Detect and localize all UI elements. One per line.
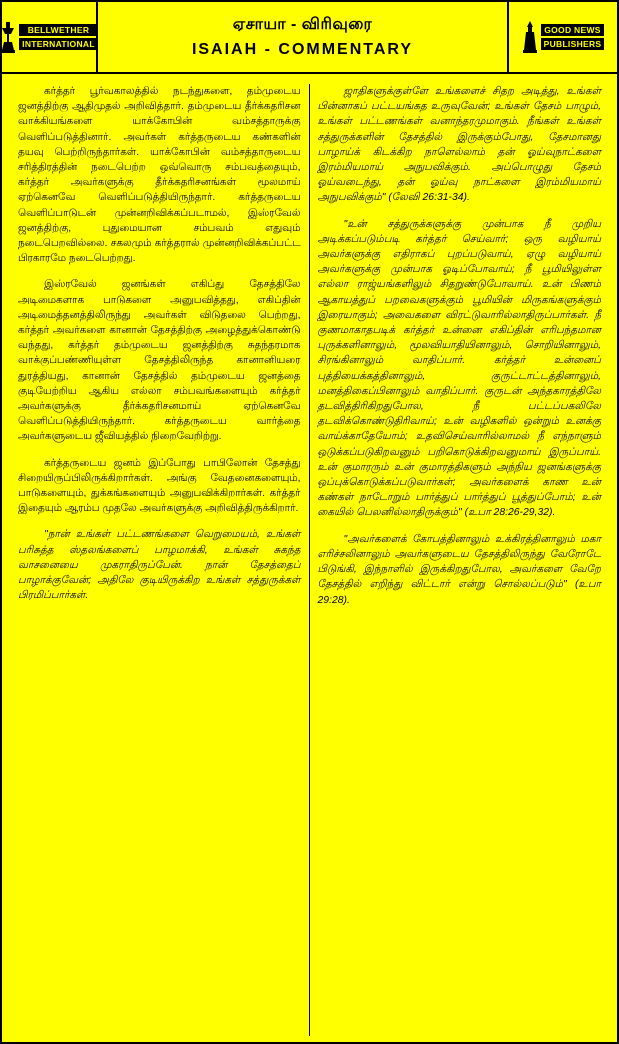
paragraph: கர்த்தருடைய ஜனம் இப்போது பாபிலோன் தேசத்து சிறையிருப்பிலிருக்கிறார்கள். அங்கு வேதனைகளையும், பாடுகளையும், துக்கங்களையும் அனுபவிக்கிறார்கள். கர்த்தர் இதையும் ஆரம்ப முதலே அவர்களுக்கு அறிவித்திருக்கிறார். <box>18 457 301 515</box>
left-column <box>10 84 310 1036</box>
page-body <box>2 74 617 1042</box>
header-titles <box>98 2 507 72</box>
good-news-publishers-logo <box>507 2 617 72</box>
scripture-quote: "அவர்களைக் கோபத்தினாலும் உக்கிரத்தினாலும் மகா எரிச்சலினாலும் அவர்களுடைய தேசத்திலிருந்து வேரோடே பிடுங்கி, இந்நாளில் இருக்கிறதுபோல, அவர்களை வேறே தேசத்தில் எறிந்து விட்டார் என்று சொல்லப்படும்" (உபா 29:28). <box>317 533 601 606</box>
page-header <box>2 2 617 74</box>
page-title-english: ISAIAH - COMMENTARY <box>191 41 414 58</box>
scripture-quote: "உன் சத்துருக்களுக்கு முன்பாக நீ முறிய அடிக்கப்படும்படி கர்த்தர் செய்வார்; ஒரு வழியாய் அவர்களுக்கு எதிராகப் புறப்படுவாய், ஏழு வழியாய் அவர்களுக்கு முன்பாக ஓடிப்போவாய்; நீ பூமியிலுள்ள எல்லா ராஜ்யங்களிலும் சிதறுண்டுபோவாய். உன் பிணம் ஆகாயத்துப் பறவைகளுக்கும் பூமியின் மிருகங்களுக்கும் இரையாகும்; அவைகளை விரட்டுவாரில்லாதிருப்பார்கள். நீ குணமாகாதபடிக் கர்த்தர் உன்னை எகிப்தின் எரிபந்தமான புருக்களினாலும், மூலவியாதியினாலும், சொறியினாலும், சிரங்கினாலும் வாதிப்பார். கர்த்தர் உன்னைப் புத்தியைக்கத்தினாலும், குருட்டாட்டத்தினாலும், மனத்திகைப்பினாலும் வாதிப்பார். குருடன் அந்தகாரத்திலே தடவித்திரிகிறதுபோல, நீ பட்டப்பகலிலே தடவிக்கொண்டுதிரிவாய்; உன் வழிகளில் ஒன்றும் உனக்கு வாய்க்காதேயோம்; உதவிசெய்வாரில்லாமல் நீ எந்நாளும் ஒடுக்கப்படுகிறவனும் பறிகொடுக்கிறவனுமாய் இருப்பாய். உன் குமாரரும் உன் குமாரத்திகளும் அந்நிய ஜனங்களுக்கு ஒப்புக்கொடுக்கப்படுவார்கள்; அவர்களைக் காண உன் கண்கள் நாடோறும் பார்த்துப் பார்த்துப் பூத்துப்போம்; உன் கையில் பெலனில்லாதிருக்கும்" (உபா 28:26-29,32). <box>317 218 601 519</box>
bellwether-logo-line1: BELLWETHER <box>19 24 98 36</box>
scripture-quote: "நான் உங்கள் பட்டணங்களை வெறுமையம், உங்கள் பரிசுத்த ஸ்தலங்களைப் பாழமாக்கி, உங்கள் சுகந்த வாசனையை முகராதிருப்பேன். நான் தேசத்தைப் பாழாக்குவேன்; அதிலே குடியிருக்கிற உங்கள் சத்துருக்கள் பிரமிப்பார்கள். <box>18 529 301 602</box>
right-column <box>310 84 610 1036</box>
torch-icon <box>522 20 538 54</box>
good-news-logo-line1: GOOD NEWS <box>541 24 605 36</box>
paragraph: கர்த்தர் பூர்வகாலத்தில் நடந்துகளை, தம்முடைய ஜனத்திற்கு ஆதிமுதல் அறிவித்தார். தம்முடைய தீர்க்கதரிசன வாக்கியங்களை யாக்கோபின் வம்சத்தாருக்கு வெளிப்படுத்தினார். அவர்கள் கர்த்தருடைய கண்களின் தயவு பெற்றிருந்தார்கள். யாக்கோபின் வம்சத்தாருடைய சரித்திரத்தின் நடைபெற்ற ஒவ்வொரு சம்பவத்தையும், கர்த்தர் அவர்களுக்கு தீர்க்கதரிசனங்கள் மூலமாய் ஏற்கெனவே வெளிப்படுத்தியிருந்தார். கர்த்தருடைய வெளிப்பாடுடன் முன்னறிவிக்கப்படாமல், இஸ்ரவேல் ஜனத்திற்கு, புதுமையான சம்பவம் எதுவும் நடைபெறவில்லை. சகலமும் கர்த்தரால் முன்னறிவிக்கப்பட்ட பிரகாரமே நடைபெற்றது. <box>18 86 301 265</box>
bellwether-logo <box>2 2 98 72</box>
scripture-quote: ஜாதிகளுக்குள்ளே உங்களைச் சிதற அடித்து, உங்கள் பின்னாகப் பட்டயங்கத உருவுவேன்; உங்கள் தேசம் பாழும், உங்கள் பட்டணங்கள் வனாந்தரமுமாகும். நீங்கள் உங்கள் சத்துருக்களின் தேசத்தில் இருக்கும்போது, தேசமானது பாழாய்க் கிடக்கிற நாளெல்லாம் தன் ஓய்வுநாட்களை இரம்மியமாய் அநுபவிக்கும். அப்பொழுது தேசம் ஓய்வடைந்து, தன் ஓய்வு நாட்களை இரம்மியமாய் அநுபவிக்கும்" (லேவி 26:31-34). <box>317 86 601 204</box>
lamp-icon <box>0 20 16 54</box>
good-news-logo-line2: PUBLISHERS <box>541 38 605 50</box>
bellwether-logo-line2: INTERNATIONAL <box>19 38 98 50</box>
paragraph: இஸ்ரவேல் ஜனங்கள் எகிப்து தேசத்திலே அடிமைகளாக பாடுகளை அனுபவித்தது, எகிப்தின் அடிமைத்தனத்திலிருந்து அவர்கள் விடுதலை பெற்றது, கர்த்தர் அவர்களை கானான் தேசத்திற்கு அழைத்துக்கொண்டு வந்தது, கர்த்தர் தம்முடைய ஜனத்திற்கு சுதந்தரமாக வாக்குப்பண்ணியுள்ள தேசத்திலிருந்த கானானியரை துரத்தியது, கானான் தேசத்தில் தம்முடைய ஜனத்தை குடியேற்றிய ஆகிய எல்லா சம்பவங்களையும் கர்த்தர் அவர்களுக்கு தீர்க்கதரிசனமாய் ஏற்கெனவே வெளிப்படுத்தியிருந்தார். கர்த்தருடைய வார்த்தை அவர்களுடைய ஜீவியத்தில் நிறைவேறிற்று. <box>18 279 301 443</box>
page-title-tamil: ஏசாயா - விரிவுரை <box>232 16 373 33</box>
